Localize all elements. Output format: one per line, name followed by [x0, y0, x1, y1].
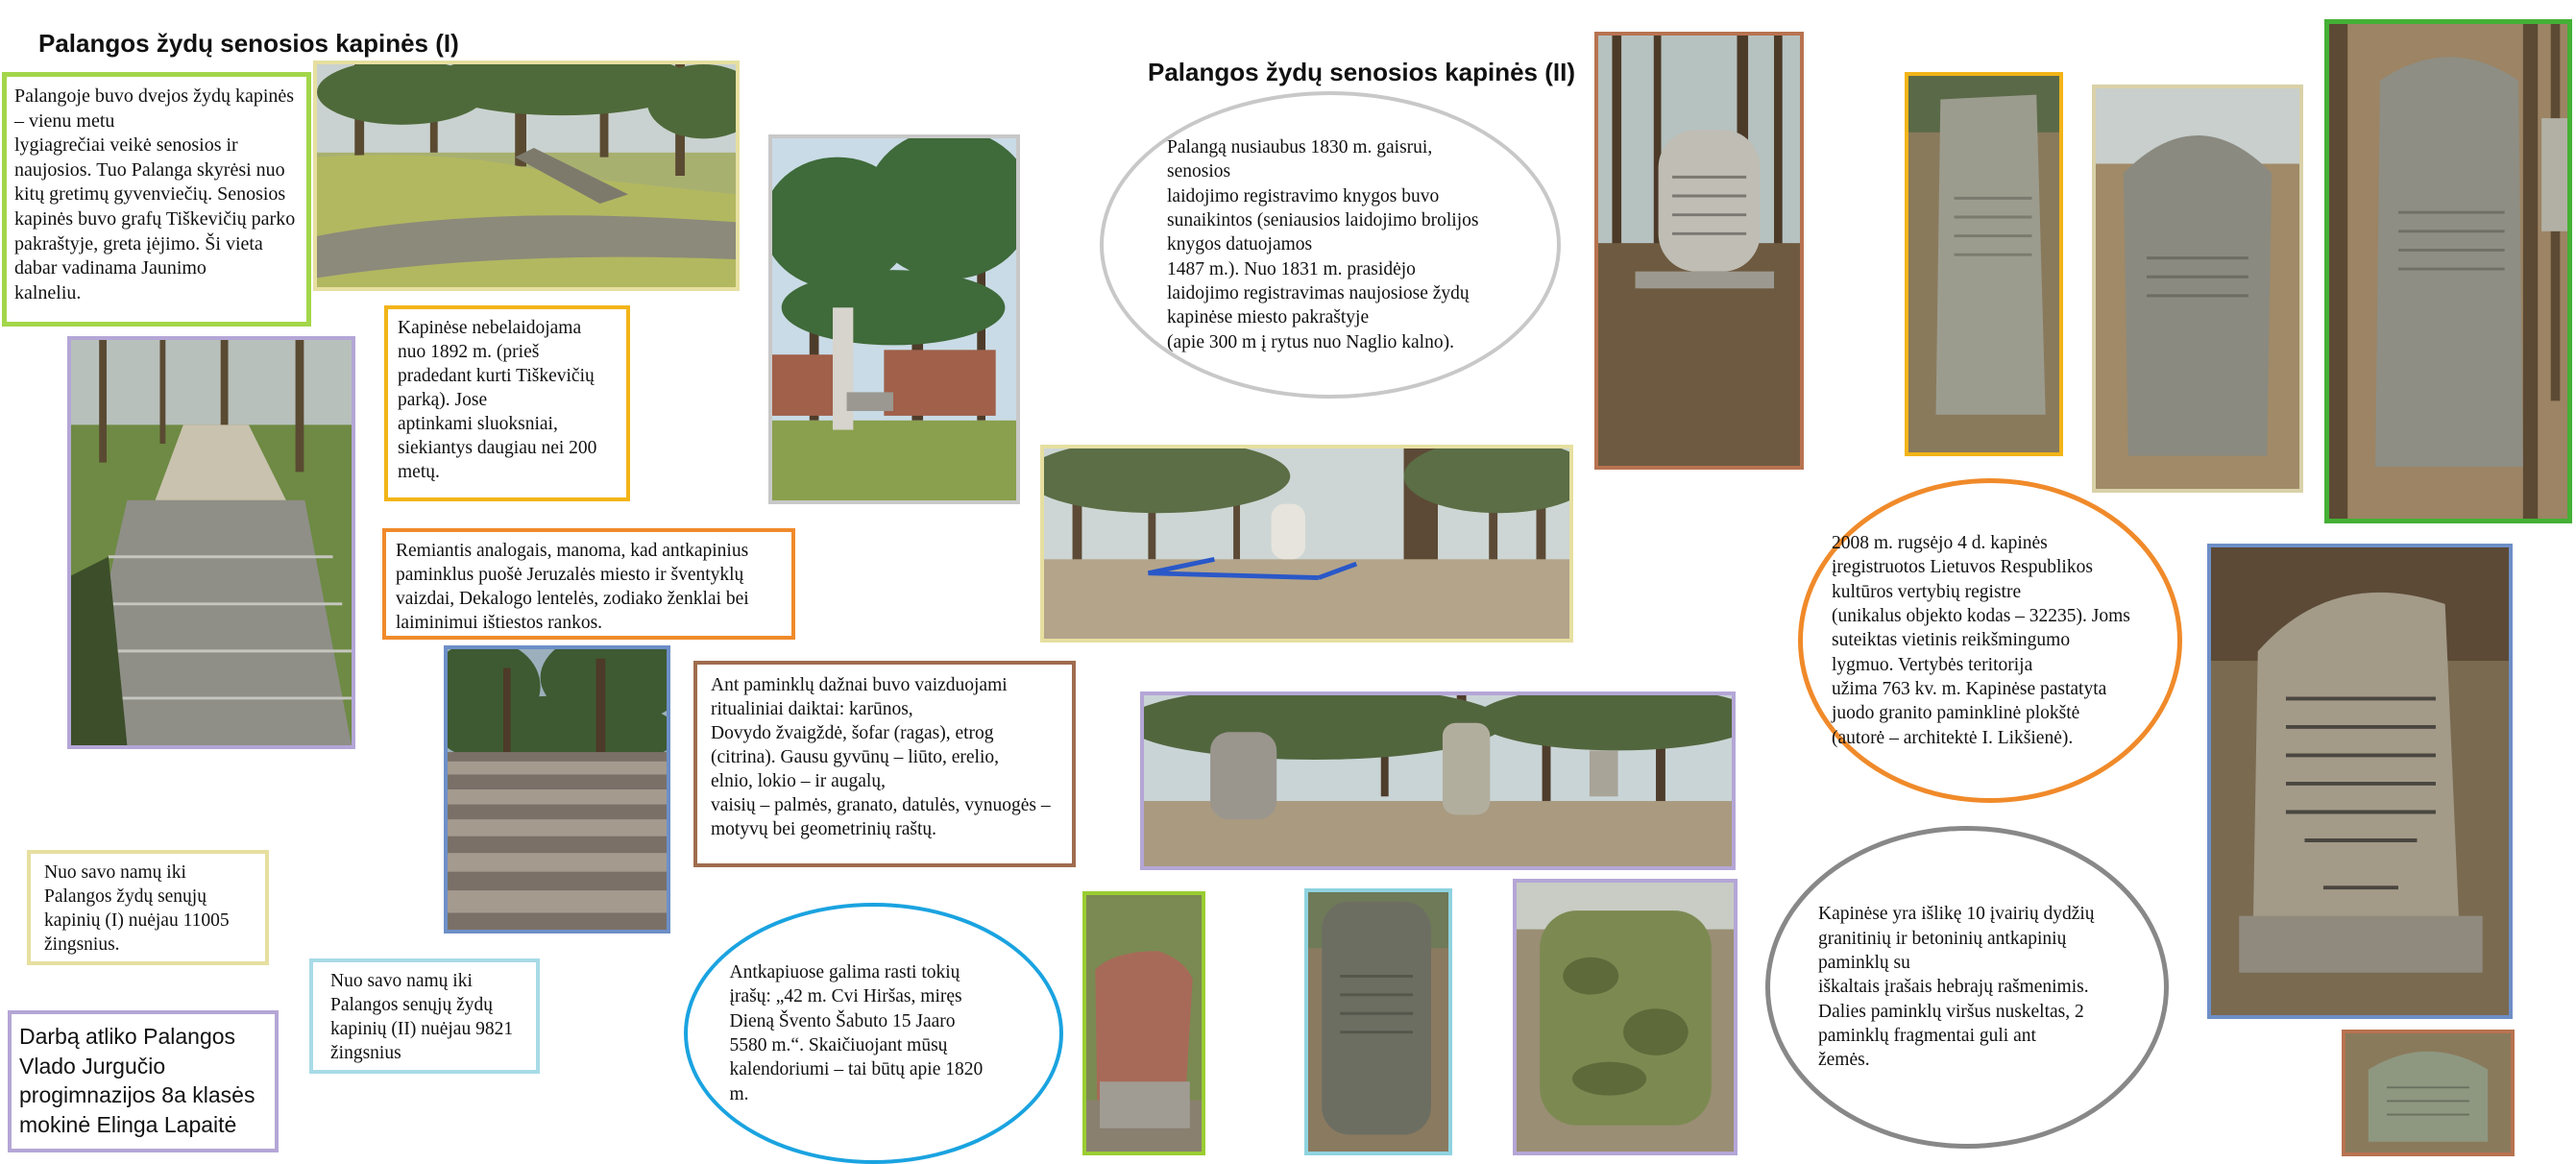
page-title-cemetery-2: Palangos žydų senosios kapinės (II)	[1148, 58, 1576, 86]
steps-cemetery-2-box: Nuo savo namų iki Palangos senųjų žydų kapinių (II) nuėjau 9821 žingsnius	[309, 958, 540, 1074]
closed-text-box: Kapinėse nebelaidojama nuo 1892 m. (prieš pradedant kurti Tiškevičių parką). Jose aptinkami sluoksniai, siekiantys daugiau nei 200 metų.	[384, 305, 630, 501]
steps-cemetery-1-box: Nuo savo namų iki Palangos žydų senųjų kapinių (I) nuėjau 11005 žingsnius.	[27, 850, 269, 965]
inscription-text: Antkapiuose galima rasti tokių įrašų: „42 m. Cvi Hiršas, miręs Dieną Švento Šabuto 15 Jaaro 5580 m.“. Skaičiuojant mūsų kalendoriumi – tai būtų apie 1820 m.	[729, 961, 984, 1104]
photo-stone-mossy-1	[1304, 888, 1452, 1155]
photo-stone-tall-2	[2092, 85, 2303, 493]
monuments-text: Kapinėse yra išlikę 10 įvairių dydžių granitinių ir betoninių antkapinių paminklų su iškaltais įrašais hebrajų rašmenimis. Dalies paminklų viršus nuskeltas, 2 paminklų fragmentai guli ant žemės.	[1818, 904, 2095, 1071]
ritual-objects-text-box: Ant paminklų dažnai buvo vaizduojami ritualiniai daiktai: karūnos, Dovydo žvaigždė, šofar (ragas), etrog (citrina). Gausu gyvūnų – liūto, erelio, elnio, lokio – ir augalų, vaisių – palmės, granato, datulės, vynuogės – motyvų bei geometrinių raštų.	[693, 661, 1076, 867]
registered-heritage-oval	[1798, 478, 2182, 803]
photo-hill-path	[313, 61, 740, 291]
intro-text-box: Palangoje buvo dvejos žydų kapinės – vienu metu lygiagrečiai veikė senosios ir naujosios. Tuo Palanga skyrėsi nuo kitų gretimų gyvenviečių. Senosios kapinės buvo grafų Tiškevičių parko pakraštyje, greta įėjimo. Ši vieta dabar vadinama Jaunimo kalneliu.	[2, 72, 311, 327]
photo-path-stones	[67, 336, 355, 749]
registered-heritage-text: 2008 m. rugsėjo 4 d. kapinės įregistruotos Lietuvos Respublikos kultūros vertybių registre (unikalus objekto kodas – 32235). Joms suteiktas vietinis reikšmingumo lygmuo. Vertybės teritorija užima 763 kv. m. Kapinėse pastatyta juodo granito paminklinė plokštė (autorė – architektė I. Likšienė).	[1832, 532, 2130, 748]
photo-stairs	[444, 645, 670, 934]
photo-stone-tall-1	[1905, 72, 2063, 456]
photo-memorial-slabs	[768, 134, 1020, 504]
photo-fenced-stone	[1040, 445, 1573, 643]
fire-history-oval	[1100, 91, 1561, 399]
fire-history-text: Palangą nusiaubus 1830 m. gaisrui, senosios laidojimo registravimo knygos buvo sunaikintos (seniausios laidojimo brolijos knygos datuojamos 1487 m.). Nuo 1831 m. prasidėjo laidojimo registravimas naujosiose žydų kapinėse miesto pakraštyje (apie 300 m į rytus nuo Naglio kalno).	[1167, 136, 1479, 352]
photo-stone-red-1	[1082, 891, 1205, 1155]
analogies-text-box: Remiantis analogais, manoma, kad antkapinius paminklus puošė Jeruzalės miesto ir šventyklų vaizdai, Dekalogo lentelės, zodiako ženklai bei laiminimui ištiestos rankos.	[382, 528, 795, 640]
photo-stone-plaque	[1594, 32, 1804, 470]
author-box: Darbą atliko Palangos Vlado Jurgučio progimnazijos 8a klasės mokinė Elinga Lapaitė	[8, 1010, 279, 1152]
monuments-oval	[1765, 826, 2169, 1149]
inscription-oval	[684, 903, 1063, 1164]
photo-stone-tall-3	[2324, 19, 2572, 523]
photo-stone-mossy-2	[1513, 879, 1738, 1155]
page-title-cemetery-1: Palangos žydų senosios kapinės (I)	[38, 29, 459, 58]
photo-stone-hebrew	[2207, 544, 2513, 1019]
photo-stone-small	[2342, 1030, 2515, 1156]
photo-forest-stones	[1140, 691, 1736, 870]
